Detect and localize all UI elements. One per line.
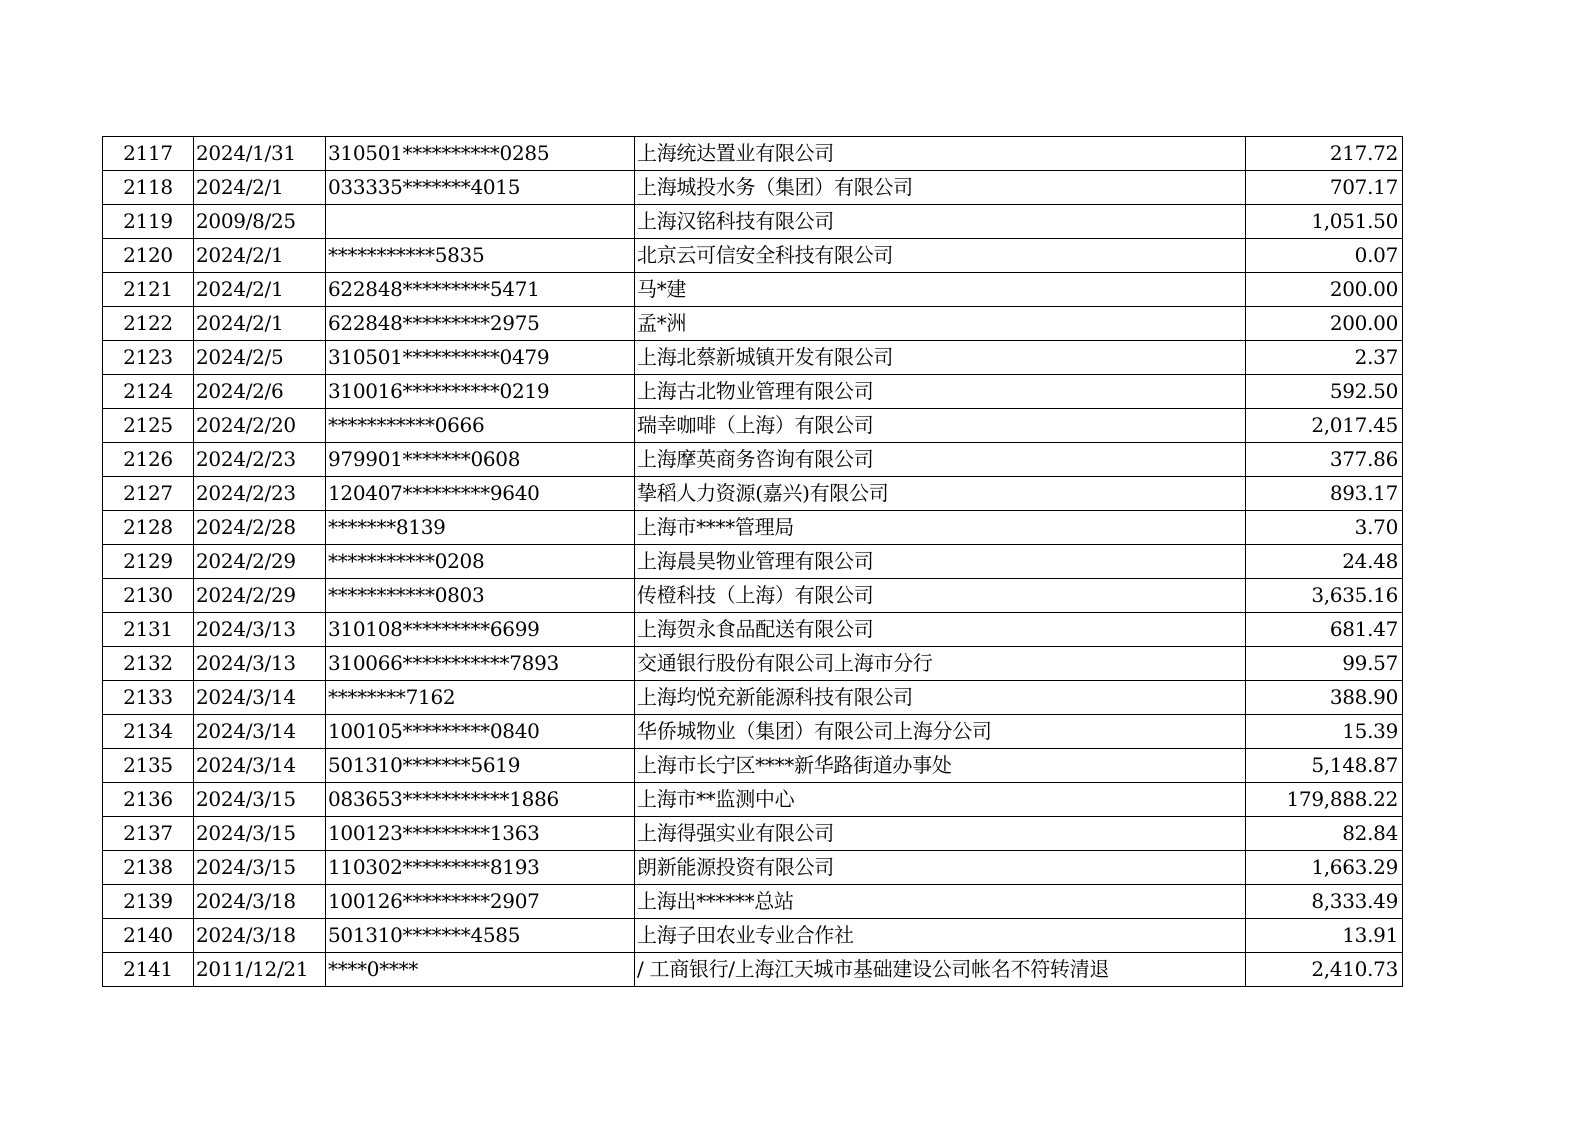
table-row	[103, 409, 1403, 443]
cell-payee-name: 上海北蔡新城镇开发有限公司	[635, 341, 1246, 375]
cell-amount: 217.72	[1246, 137, 1403, 171]
cell-date: 2024/3/15	[194, 851, 326, 885]
cell-account: 310066***********7893	[326, 647, 635, 681]
cell-index: 2140	[103, 919, 194, 953]
cell-index: 2127	[103, 477, 194, 511]
cell-payee-name: 上海统达置业有限公司	[635, 137, 1246, 171]
cell-account: ***********5835	[326, 239, 635, 273]
cell-index: 2141	[103, 953, 194, 987]
table-row	[103, 885, 1403, 919]
cell-amount: 592.50	[1246, 375, 1403, 409]
cell-date: 2024/2/5	[194, 341, 326, 375]
cell-amount: 2.37	[1246, 341, 1403, 375]
cell-date: 2024/2/6	[194, 375, 326, 409]
cell-payee-name: 上海市****管理局	[635, 511, 1246, 545]
cell-payee-name: / 工商银行/上海江天城市基础建设公司帐名不符转清退	[635, 953, 1246, 987]
cell-account: 310501**********0479	[326, 341, 635, 375]
table-row	[103, 681, 1403, 715]
cell-account: 033335*******4015	[326, 171, 635, 205]
cell-index: 2129	[103, 545, 194, 579]
cell-account: ***********0208	[326, 545, 635, 579]
table-row	[103, 239, 1403, 273]
cell-amount: 3,635.16	[1246, 579, 1403, 613]
cell-amount: 1,051.50	[1246, 205, 1403, 239]
cell-payee-name: 朗新能源投资有限公司	[635, 851, 1246, 885]
cell-date: 2024/3/15	[194, 817, 326, 851]
cell-amount: 377.86	[1246, 443, 1403, 477]
cell-index: 2119	[103, 205, 194, 239]
cell-payee-name: 上海出******总站	[635, 885, 1246, 919]
cell-payee-name: 孟*洲	[635, 307, 1246, 341]
cell-payee-name: 上海古北物业管理有限公司	[635, 375, 1246, 409]
cell-account: 310501**********0285	[326, 137, 635, 171]
table-row	[103, 511, 1403, 545]
cell-amount: 3.70	[1246, 511, 1403, 545]
cell-index: 2130	[103, 579, 194, 613]
cell-index: 2133	[103, 681, 194, 715]
cell-payee-name: 上海晨昊物业管理有限公司	[635, 545, 1246, 579]
cell-amount: 0.07	[1246, 239, 1403, 273]
cell-date: 2024/2/1	[194, 307, 326, 341]
cell-date: 2024/3/14	[194, 681, 326, 715]
cell-account: 622848*********2975	[326, 307, 635, 341]
table-row	[103, 171, 1403, 205]
cell-payee-name: 上海城投水务（集团）有限公司	[635, 171, 1246, 205]
cell-account: 120407*********9640	[326, 477, 635, 511]
cell-index: 2135	[103, 749, 194, 783]
cell-index: 2138	[103, 851, 194, 885]
cell-index: 2139	[103, 885, 194, 919]
cell-account: 622848*********5471	[326, 273, 635, 307]
cell-index: 2123	[103, 341, 194, 375]
cell-date: 2024/2/1	[194, 273, 326, 307]
cell-amount: 1,663.29	[1246, 851, 1403, 885]
cell-date: 2024/2/20	[194, 409, 326, 443]
cell-index: 2126	[103, 443, 194, 477]
cell-amount: 2,410.73	[1246, 953, 1403, 987]
cell-date: 2024/2/29	[194, 545, 326, 579]
cell-date: 2024/3/13	[194, 613, 326, 647]
cell-payee-name: 瑞幸咖啡（上海）有限公司	[635, 409, 1246, 443]
table-row	[103, 273, 1403, 307]
cell-account: 100123*********1363	[326, 817, 635, 851]
table-row	[103, 783, 1403, 817]
cell-payee-name: 北京云可信安全科技有限公司	[635, 239, 1246, 273]
cell-date: 2024/3/18	[194, 885, 326, 919]
cell-account: 310108*********6699	[326, 613, 635, 647]
cell-account: 979901*******0608	[326, 443, 635, 477]
cell-index: 2134	[103, 715, 194, 749]
cell-amount: 893.17	[1246, 477, 1403, 511]
table-row	[103, 579, 1403, 613]
cell-index: 2122	[103, 307, 194, 341]
cell-amount: 2,017.45	[1246, 409, 1403, 443]
table-row	[103, 715, 1403, 749]
cell-amount: 200.00	[1246, 273, 1403, 307]
cell-payee-name: 上海子田农业专业合作社	[635, 919, 1246, 953]
data-table	[102, 136, 1403, 987]
cell-amount: 99.57	[1246, 647, 1403, 681]
cell-account: ***********0803	[326, 579, 635, 613]
cell-date: 2011/12/21	[194, 953, 326, 987]
cell-date: 2024/1/31	[194, 137, 326, 171]
table-row	[103, 307, 1403, 341]
cell-date: 2024/2/23	[194, 477, 326, 511]
cell-date: 2024/2/1	[194, 239, 326, 273]
cell-index: 2128	[103, 511, 194, 545]
table-body	[103, 137, 1403, 987]
cell-index: 2132	[103, 647, 194, 681]
cell-payee-name: 上海市长宁区****新华路街道办事处	[635, 749, 1246, 783]
table-row	[103, 919, 1403, 953]
cell-account: ***********0666	[326, 409, 635, 443]
cell-amount: 200.00	[1246, 307, 1403, 341]
cell-date: 2024/2/29	[194, 579, 326, 613]
cell-account: 110302*********8193	[326, 851, 635, 885]
cell-date: 2024/2/23	[194, 443, 326, 477]
table-row	[103, 749, 1403, 783]
cell-account: 501310*******5619	[326, 749, 635, 783]
cell-amount: 388.90	[1246, 681, 1403, 715]
cell-account: 100105*********0840	[326, 715, 635, 749]
cell-account: ********7162	[326, 681, 635, 715]
cell-index: 2131	[103, 613, 194, 647]
cell-date: 2024/3/18	[194, 919, 326, 953]
cell-amount: 13.91	[1246, 919, 1403, 953]
cell-account: 310016**********0219	[326, 375, 635, 409]
cell-amount: 179,888.22	[1246, 783, 1403, 817]
cell-payee-name: 交通银行股份有限公司上海市分行	[635, 647, 1246, 681]
table-row	[103, 613, 1403, 647]
cell-date: 2024/2/28	[194, 511, 326, 545]
cell-index: 2125	[103, 409, 194, 443]
cell-amount: 681.47	[1246, 613, 1403, 647]
table-row	[103, 545, 1403, 579]
table-row	[103, 205, 1403, 239]
cell-date: 2024/3/13	[194, 647, 326, 681]
table-row	[103, 137, 1403, 171]
cell-payee-name: 传橙科技（上海）有限公司	[635, 579, 1246, 613]
cell-amount: 707.17	[1246, 171, 1403, 205]
table-row	[103, 477, 1403, 511]
cell-payee-name: 上海市**监测中心	[635, 783, 1246, 817]
cell-payee-name: 上海均悦充新能源科技有限公司	[635, 681, 1246, 715]
cell-account: 083653***********1886	[326, 783, 635, 817]
table-row	[103, 341, 1403, 375]
cell-date: 2024/3/15	[194, 783, 326, 817]
cell-date: 2024/2/1	[194, 171, 326, 205]
cell-amount: 82.84	[1246, 817, 1403, 851]
cell-payee-name: 上海汉铭科技有限公司	[635, 205, 1246, 239]
cell-index: 2137	[103, 817, 194, 851]
cell-payee-name: 挚稻人力资源(嘉兴)有限公司	[635, 477, 1246, 511]
cell-index: 2120	[103, 239, 194, 273]
table-row	[103, 817, 1403, 851]
cell-account: *******8139	[326, 511, 635, 545]
cell-amount: 5,148.87	[1246, 749, 1403, 783]
cell-amount: 24.48	[1246, 545, 1403, 579]
cell-account	[326, 205, 635, 239]
table-row	[103, 375, 1403, 409]
table-row	[103, 443, 1403, 477]
cell-account: 501310*******4585	[326, 919, 635, 953]
cell-amount: 15.39	[1246, 715, 1403, 749]
cell-payee-name: 上海得强实业有限公司	[635, 817, 1246, 851]
cell-index: 2118	[103, 171, 194, 205]
cell-amount: 8,333.49	[1246, 885, 1403, 919]
cell-index: 2121	[103, 273, 194, 307]
table-row	[103, 647, 1403, 681]
cell-account: 100126*********2907	[326, 885, 635, 919]
cell-date: 2009/8/25	[194, 205, 326, 239]
cell-date: 2024/3/14	[194, 749, 326, 783]
table-row	[103, 953, 1403, 987]
cell-account: ****0****	[326, 953, 635, 987]
cell-index: 2117	[103, 137, 194, 171]
cell-payee-name: 华侨城物业（集团）有限公司上海分公司	[635, 715, 1246, 749]
cell-index: 2124	[103, 375, 194, 409]
cell-payee-name: 上海贺永食品配送有限公司	[635, 613, 1246, 647]
cell-payee-name: 上海摩英商务咨询有限公司	[635, 443, 1246, 477]
cell-payee-name: 马*建	[635, 273, 1246, 307]
cell-index: 2136	[103, 783, 194, 817]
cell-date: 2024/3/14	[194, 715, 326, 749]
table-row	[103, 851, 1403, 885]
